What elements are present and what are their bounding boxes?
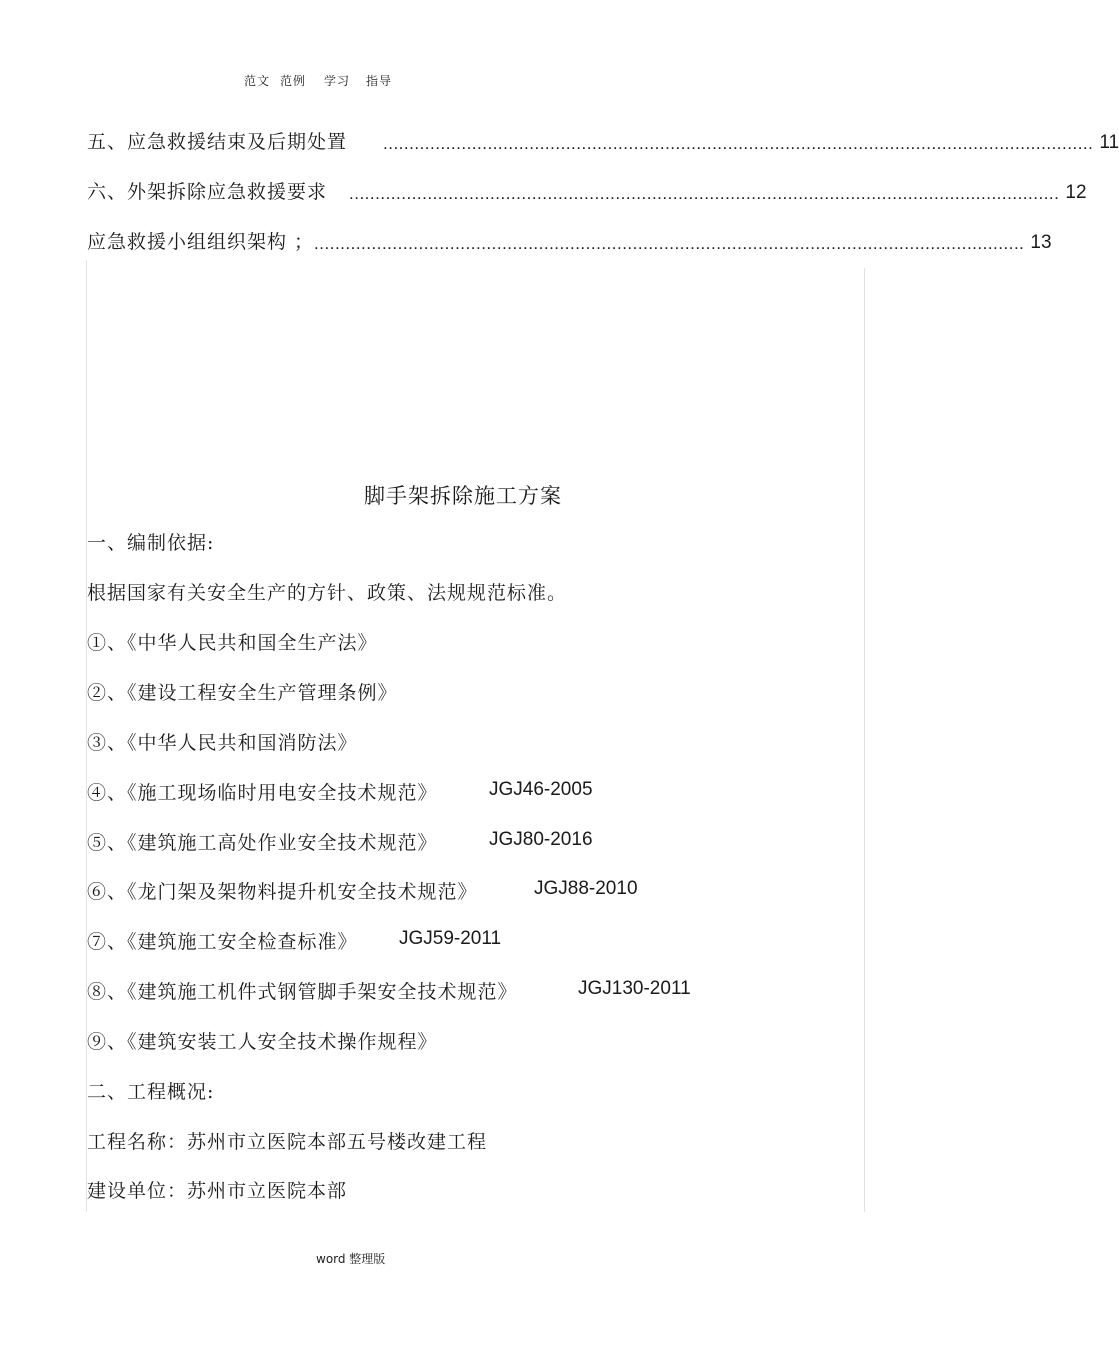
toc-leader-dots: ........................................................................................................................................	[383, 134, 1094, 153]
regulation-text: ⑦、《建筑施工安全检查标准》	[87, 931, 358, 953]
header-item: 范文	[244, 74, 271, 88]
section-heading: 一、编制依据:	[87, 532, 215, 554]
document-title: 脚手架拆除施工方案	[364, 484, 562, 508]
regulation-code: JGJ59-2011	[399, 928, 502, 949]
regulation-text: ④、《施工现场临时用电安全技术规范》	[87, 782, 438, 804]
page-header	[244, 72, 402, 89]
regulation-item	[87, 828, 593, 855]
toc-entry-page: 13	[1030, 232, 1052, 253]
regulation-text: ①、《中华人民共和国全生产法》	[87, 632, 378, 654]
builder-unit: 建设单位：苏州市立医院本部	[87, 1180, 348, 1202]
page-border-right	[864, 268, 865, 1212]
header-item: 指导	[366, 74, 393, 88]
regulation-code: JGJ88-2010	[534, 878, 638, 899]
regulation-text: ③、《中华人民共和国消防法》	[87, 732, 358, 754]
regulation-item	[87, 628, 378, 655]
regulation-text: ⑧、《建筑施工机件式钢管脚手架安全技术规范》	[87, 981, 518, 1003]
regulation-item	[87, 778, 593, 805]
regulation-item	[87, 977, 691, 1004]
header-item: 学习	[324, 74, 351, 88]
header-item: 范例	[280, 74, 307, 88]
toc-entry[interactable]	[87, 128, 1119, 154]
regulation-code: JGJ46-2005	[489, 779, 593, 800]
regulation-item	[87, 678, 398, 705]
section-heading: 二、工程概况:	[87, 1081, 215, 1103]
toc-entry-page: 11	[1099, 132, 1119, 153]
toc-entry-title: 五、应急救援结束及后期处置	[87, 131, 348, 153]
regulation-code: JGJ80-2016	[489, 829, 593, 850]
regulation-text: ⑥、《龙门架及架物料提升机安全技术规范》	[87, 881, 478, 903]
toc-leader-dots: ........................................................................................................................................	[349, 184, 1060, 203]
regulation-text: ⑨、《建筑安装工人安全技术操作规程》	[87, 1031, 438, 1053]
regulation-text: ②、《建设工程安全生产管理条例》	[87, 682, 398, 704]
regulation-item	[87, 927, 502, 954]
page-footer: word 整理版	[316, 1252, 386, 1266]
toc-leader-dots: ........................................................................................................................................	[314, 234, 1025, 253]
toc-entry-title: 应急救援小组组织架构 ；	[87, 231, 315, 253]
regulation-code: JGJ130-2011	[578, 978, 691, 999]
regulation-text: ⑤、《建筑施工高处作业安全技术规范》	[87, 832, 438, 854]
regulation-item	[87, 728, 358, 755]
regulation-item	[87, 877, 638, 904]
toc-entry[interactable]	[87, 228, 1052, 254]
toc-entry-title: 六、外架拆除应急救援要求	[87, 181, 328, 203]
project-name: 工程名称：苏州市立医院本部五号楼改建工程	[87, 1131, 488, 1153]
paragraph: 根据国家有关安全生产的方针、政策、法规规范标准。	[87, 582, 568, 604]
regulation-item	[87, 1027, 438, 1054]
toc-entry-page: 12	[1065, 182, 1087, 203]
toc-entry[interactable]	[87, 178, 1087, 204]
